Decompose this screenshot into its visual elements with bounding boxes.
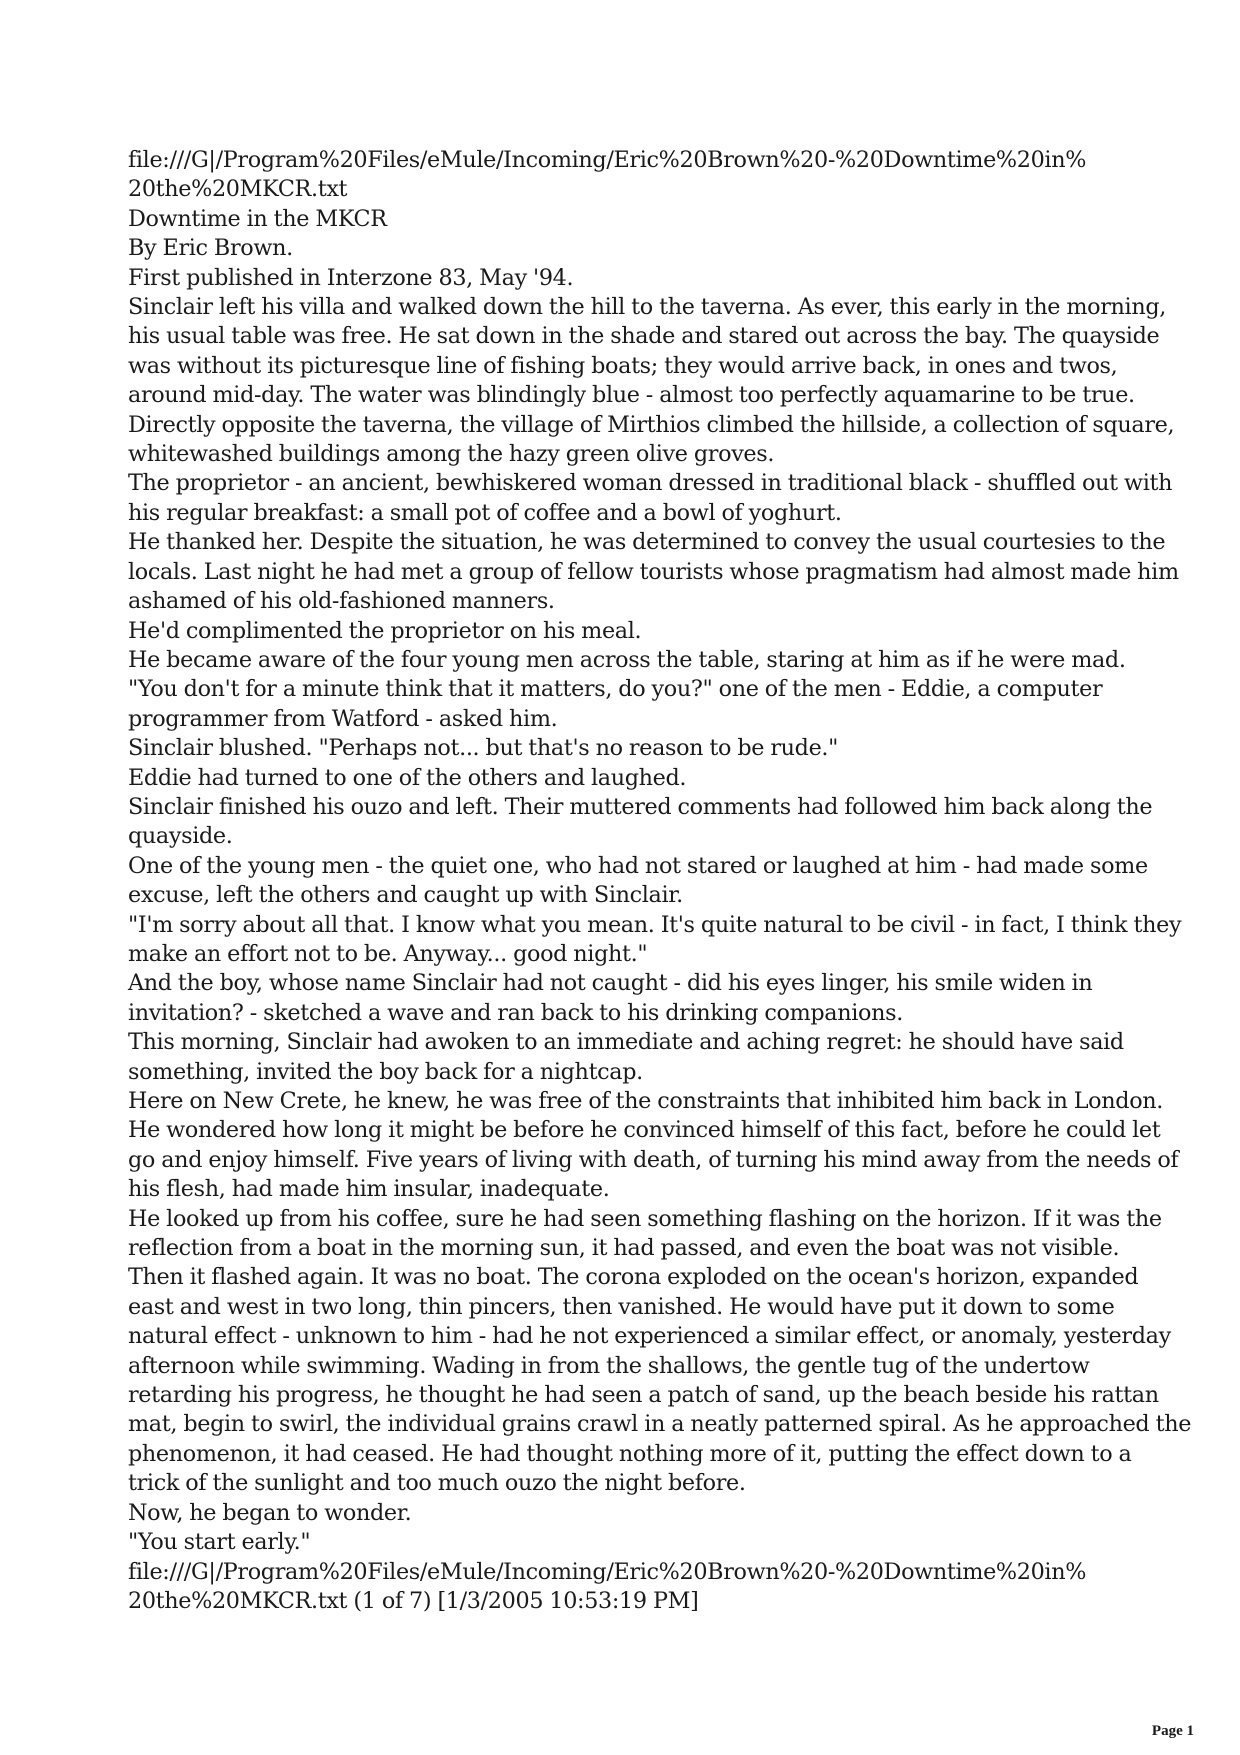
text-line: invitation? - sketched a wave and ran back to his drinking companions. — [128, 999, 903, 1026]
text-line: trick of the sunlight and too much ouzo the night before. — [128, 1470, 746, 1497]
document-body — [128, 146, 1192, 1616]
text-line: He wondered how long it might be before he convinced himself of this fact, before he could let — [128, 1117, 1161, 1144]
story-author: By Eric Brown. — [128, 235, 293, 262]
text-line: Eddie had turned to one of the others and laughed. — [128, 764, 687, 791]
text-line: go and enjoy himself. Five years of living with death, of turning his mind away from the needs of — [128, 1146, 1179, 1173]
text-line: This morning, Sinclair had awoken to an immediate and aching regret: he should have said — [128, 1029, 1124, 1056]
text-line: "I'm sorry about all that. I know what you mean. It's quite natural to be civil - in fact, I think they — [128, 911, 1182, 938]
text-line: mat, begin to swirl, the individual grains crawl in a neatly patterned spiral. As he approached the — [128, 1411, 1192, 1438]
text-line: He'd complimented the proprietor on his meal. — [128, 617, 642, 644]
page-number: Page 1 — [1151, 1723, 1194, 1739]
story-title: Downtime in the MKCR — [128, 205, 387, 232]
text-line: east and west in two long, thin pincers, then vanished. He would have put it down to some — [128, 1293, 1115, 1320]
text-line: around mid-day. The water was blindingly blue - almost too perfectly aquamarine to be true. — [128, 382, 1135, 409]
publication-note: First published in Interzone 83, May '94. — [128, 264, 574, 291]
text-line: Sinclair blushed. "Perhaps not... but that's no reason to be rude." — [128, 735, 839, 762]
text-line: locals. Last night he had met a group of fellow tourists whose pragmatism had almost made him — [128, 558, 1179, 585]
header-file-path-line-1: file:///G|/Program%20Files/eMule/Incoming/Eric%20Brown%20-%20Downtime%20in% — [128, 147, 1087, 173]
text-line: natural effect - unknown to him - had he not experienced a similar effect, or anomaly, yesterday — [128, 1323, 1171, 1350]
text-line: Then it flashed again. It was no boat. The corona exploded on the ocean's horizon, expanded — [128, 1264, 1139, 1291]
text-line: ashamed of his old-fashioned manners. — [128, 588, 555, 615]
text-line: his regular breakfast: a small pot of coffee and a bowl of yoghurt. — [128, 499, 842, 526]
text-line: Directly opposite the taverna, the village of Mirthios climbed the hillside, a collection of square, — [128, 411, 1175, 438]
text-line: his usual table was free. He sat down in the shade and stared out across the bay. The quayside — [128, 323, 1160, 350]
text-line: One of the young men - the quiet one, who had not stared or laughed at him - had made some — [128, 852, 1148, 879]
text-line: reflection from a boat in the morning sun, it had passed, and even the boat was not visible. — [128, 1235, 1120, 1262]
text-line: The proprietor - an ancient, bewhiskered woman dressed in traditional black - shuffled out with — [128, 470, 1173, 497]
text-line: something, invited the boy back for a nightcap. — [128, 1058, 643, 1085]
text-line: make an effort not to be. Anyway... good night." — [128, 940, 648, 967]
footer-file-path-line-1: 20the%20MKCR.txt (1 of 7) [1/3/2005 10:53:19 PM] — [128, 1587, 699, 1614]
text-line: He became aware of the four young men across the table, staring at him as if he were mad. — [128, 646, 1126, 673]
header-file-path-line-2: 20the%20MKCR.txt — [128, 176, 348, 203]
text-line: quayside. — [128, 823, 233, 850]
text-line: He thanked her. Despite the situation, he was determined to convey the usual courtesies to the — [128, 529, 1166, 556]
text-line: retarding his progress, he thought he had seen a patch of sand, up the beach beside his rattan — [128, 1382, 1159, 1409]
text-line: was without its picturesque line of fishing boats; they would arrive back, in ones and twos, — [128, 352, 1118, 379]
text-line: file:///G|/Program%20Files/eMule/Incoming/Eric%20Brown%20-%20Downtime%20in% — [128, 1558, 1087, 1585]
text-line: And the boy, whose name Sinclair had not caught - did his eyes linger, his smile widen in — [128, 970, 1093, 997]
text-line: programmer from Watford - asked him. — [128, 705, 558, 732]
text-line: phenomenon, it had ceased. He had thought nothing more of it, putting the effect down to a — [128, 1440, 1132, 1467]
text-line: Here on New Crete, he knew, he was free of the constraints that inhibited him back in London. — [128, 1088, 1164, 1114]
text-line: excuse, left the others and caught up with Sinclair. — [128, 882, 683, 909]
text-line: Now, he began to wonder. — [128, 1499, 412, 1526]
text-line: Sinclair left his villa and walked down the hill to the taverna. As ever, this early in the morning, — [128, 294, 1167, 321]
text-line: whitewashed buildings among the hazy green olive groves. — [128, 441, 775, 468]
text-line: afternoon while swimming. Wading in from the shallows, the gentle tug of the undertow — [128, 1352, 1090, 1379]
text-line: "You don't for a minute think that it matters, do you?" one of the men - Eddie, a computer — [128, 676, 1103, 703]
text-line: "You start early." — [128, 1529, 311, 1556]
text-line: Sinclair finished his ouzo and left. Their muttered comments had followed him back along the — [128, 793, 1153, 820]
text-line: He looked up from his coffee, sure he had seen something flashing on the horizon. If it was the — [128, 1205, 1162, 1232]
text-line: his flesh, had made him insular, inadequate. — [128, 1176, 610, 1203]
